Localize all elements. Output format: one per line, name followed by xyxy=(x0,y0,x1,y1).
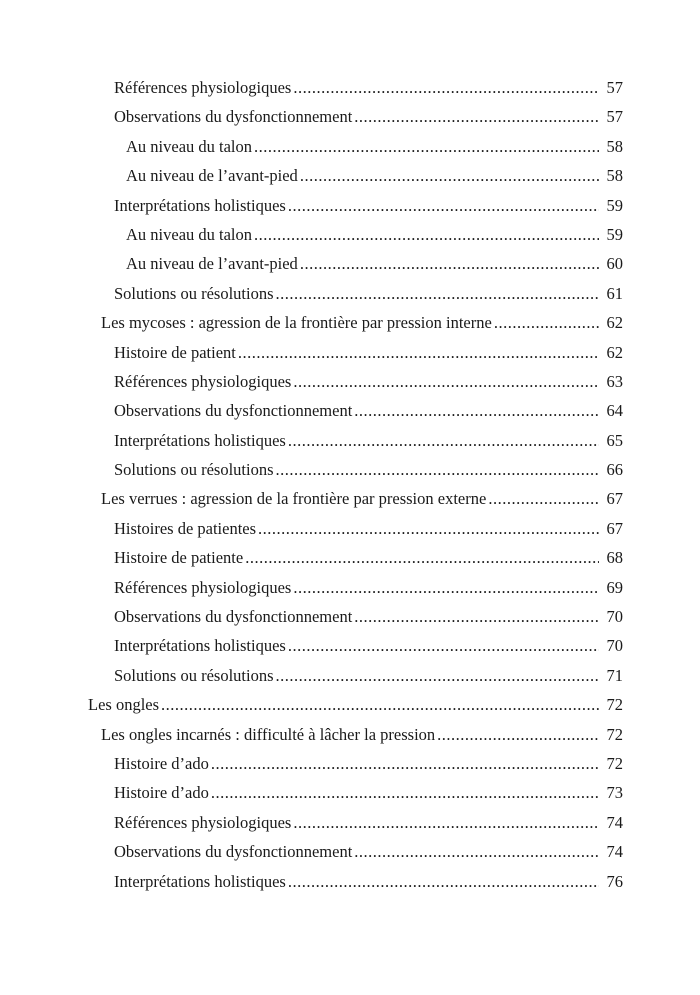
toc-entry-title: Histoire de patient xyxy=(114,338,238,367)
toc-entry[interactable] xyxy=(0,220,700,249)
toc-entry-title: Observations du dysfonctionnement xyxy=(114,102,354,131)
toc-page-number: 72 xyxy=(606,753,623,773)
toc-entry[interactable] xyxy=(0,631,700,660)
toc-page-number: 62 xyxy=(606,342,623,362)
toc-entry[interactable] xyxy=(0,602,700,631)
toc-entry-title: Observations du dysfonctionnement xyxy=(114,396,354,425)
toc-entry[interactable] xyxy=(0,338,700,367)
toc-dot-leader xyxy=(293,73,599,102)
toc-entry-title: Au niveau du talon xyxy=(126,220,254,249)
toc-page-number: 57 xyxy=(606,78,623,97)
toc-dot-leader xyxy=(354,837,599,866)
toc-page-number: 60 xyxy=(606,254,623,274)
toc-entry-title: Solutions ou résolutions xyxy=(114,279,276,308)
toc-entry[interactable] xyxy=(0,191,700,220)
toc-entry[interactable] xyxy=(0,484,700,513)
toc-page-number: 72 xyxy=(606,724,623,744)
toc-page-number: 69 xyxy=(606,577,623,597)
toc-dot-leader xyxy=(254,220,599,249)
toc-dot-leader xyxy=(300,249,599,278)
toc-page-number: 58 xyxy=(606,166,623,186)
toc-dot-leader xyxy=(354,396,599,425)
toc-page-number: 66 xyxy=(606,460,623,480)
toc-entry-title: Les mycoses : agression de la frontière par pression interne xyxy=(101,308,494,337)
toc-entry-title: Interprétations holistiques xyxy=(114,867,288,896)
toc-entry[interactable] xyxy=(0,102,700,131)
toc-dot-leader xyxy=(354,102,599,131)
toc-entry-title: Histoires de patientes xyxy=(114,514,258,543)
toc-dot-leader xyxy=(276,279,599,308)
toc-entry-title: Observations du dysfonctionnement xyxy=(114,837,354,866)
toc-page-number: 65 xyxy=(606,430,623,450)
toc-dot-leader xyxy=(254,132,599,161)
toc-entry-title: Solutions ou résolutions xyxy=(114,661,276,690)
toc-entry-title: Références physiologiques xyxy=(114,573,293,602)
toc-entry-title: Observations du dysfonctionnement xyxy=(114,602,354,631)
toc-entry[interactable] xyxy=(0,426,700,455)
toc-entry[interactable] xyxy=(0,455,700,484)
toc-page-number: 70 xyxy=(606,636,623,656)
toc-entry[interactable] xyxy=(0,73,700,102)
toc-entry-title: Interprétations holistiques xyxy=(114,426,288,455)
toc-dot-leader xyxy=(293,808,599,837)
toc-dot-leader xyxy=(488,484,599,513)
toc-page-number: 67 xyxy=(606,518,623,538)
toc-entry-title: Histoire d’ado xyxy=(114,778,211,807)
toc-page-number: 70 xyxy=(606,607,623,627)
toc-entry[interactable] xyxy=(0,690,700,719)
toc-entry[interactable] xyxy=(0,396,700,425)
toc-dot-leader xyxy=(258,514,599,543)
toc-dot-leader xyxy=(293,573,599,602)
toc-entry-title: Solutions ou résolutions xyxy=(114,455,276,484)
toc-dot-leader xyxy=(300,161,599,190)
toc-page-number: 59 xyxy=(606,195,623,215)
toc-page-number: 74 xyxy=(606,842,623,862)
toc-entry-title: Les ongles xyxy=(88,690,161,719)
toc-entry-title: Histoire d’ado xyxy=(114,749,211,778)
toc-page-number: 63 xyxy=(606,371,623,391)
toc-entry[interactable] xyxy=(0,543,700,572)
toc-entry-title: Les verrues : agression de la frontière par pression externe xyxy=(101,484,488,513)
toc-dot-leader xyxy=(354,602,599,631)
toc-entry[interactable] xyxy=(0,778,700,807)
toc-entry-title: Les ongles incarnés : difficulté à lâcher la pression xyxy=(101,720,437,749)
toc-entry[interactable] xyxy=(0,720,700,749)
toc-page-number: 58 xyxy=(606,136,623,156)
toc-entry-title: Au niveau de l’avant-pied xyxy=(126,249,300,278)
toc-dot-leader xyxy=(276,661,599,690)
toc-dot-leader xyxy=(211,778,599,807)
toc-entry[interactable] xyxy=(0,837,700,866)
toc-entry[interactable] xyxy=(0,514,700,543)
toc-entry[interactable] xyxy=(0,308,700,337)
toc-entry[interactable] xyxy=(0,161,700,190)
toc-entry-title: Au niveau de l’avant-pied xyxy=(126,161,300,190)
toc-entry-title: Interprétations holistiques xyxy=(114,191,288,220)
toc-entry-title: Références physiologiques xyxy=(114,808,293,837)
toc-dot-leader xyxy=(238,338,599,367)
toc-page-number: 67 xyxy=(606,489,623,509)
toc-entry[interactable] xyxy=(0,249,700,278)
toc-dot-leader xyxy=(288,191,599,220)
toc-entry[interactable] xyxy=(0,749,700,778)
toc-page-number: 74 xyxy=(606,812,623,832)
toc-dot-leader xyxy=(288,426,599,455)
table-of-contents xyxy=(0,73,700,896)
toc-page-number: 76 xyxy=(606,871,623,891)
toc-page-number: 59 xyxy=(606,224,623,244)
toc-entry-title: Au niveau du talon xyxy=(126,132,254,161)
toc-dot-leader xyxy=(288,867,599,896)
toc-entry[interactable] xyxy=(0,867,700,896)
toc-dot-leader xyxy=(245,543,599,572)
toc-page-number: 71 xyxy=(606,665,623,685)
toc-dot-leader xyxy=(494,308,599,337)
toc-page-number: 57 xyxy=(606,107,623,127)
toc-dot-leader xyxy=(211,749,599,778)
toc-entry-title: Références physiologiques xyxy=(114,367,293,396)
toc-page-number: 68 xyxy=(606,548,623,568)
toc-entry[interactable] xyxy=(0,808,700,837)
toc-entry[interactable] xyxy=(0,367,700,396)
toc-entry[interactable] xyxy=(0,573,700,602)
toc-page-number: 64 xyxy=(606,401,623,421)
toc-entry[interactable] xyxy=(0,279,700,308)
toc-dot-leader xyxy=(276,455,599,484)
toc-entry-title: Interprétations holistiques xyxy=(114,631,288,660)
toc-page-number: 61 xyxy=(606,283,623,303)
toc-entry[interactable] xyxy=(0,132,700,161)
toc-dot-leader xyxy=(293,367,599,396)
toc-dot-leader xyxy=(161,690,599,719)
toc-entry-title: Références physiologiques xyxy=(114,73,293,102)
toc-dot-leader xyxy=(437,720,599,749)
toc-dot-leader xyxy=(288,631,599,660)
toc-page-number: 62 xyxy=(606,313,623,333)
toc-entry[interactable] xyxy=(0,661,700,690)
toc-page-number: 73 xyxy=(606,783,623,803)
toc-entry-title: Histoire de patiente xyxy=(114,543,245,572)
toc-page-number: 72 xyxy=(606,695,623,715)
